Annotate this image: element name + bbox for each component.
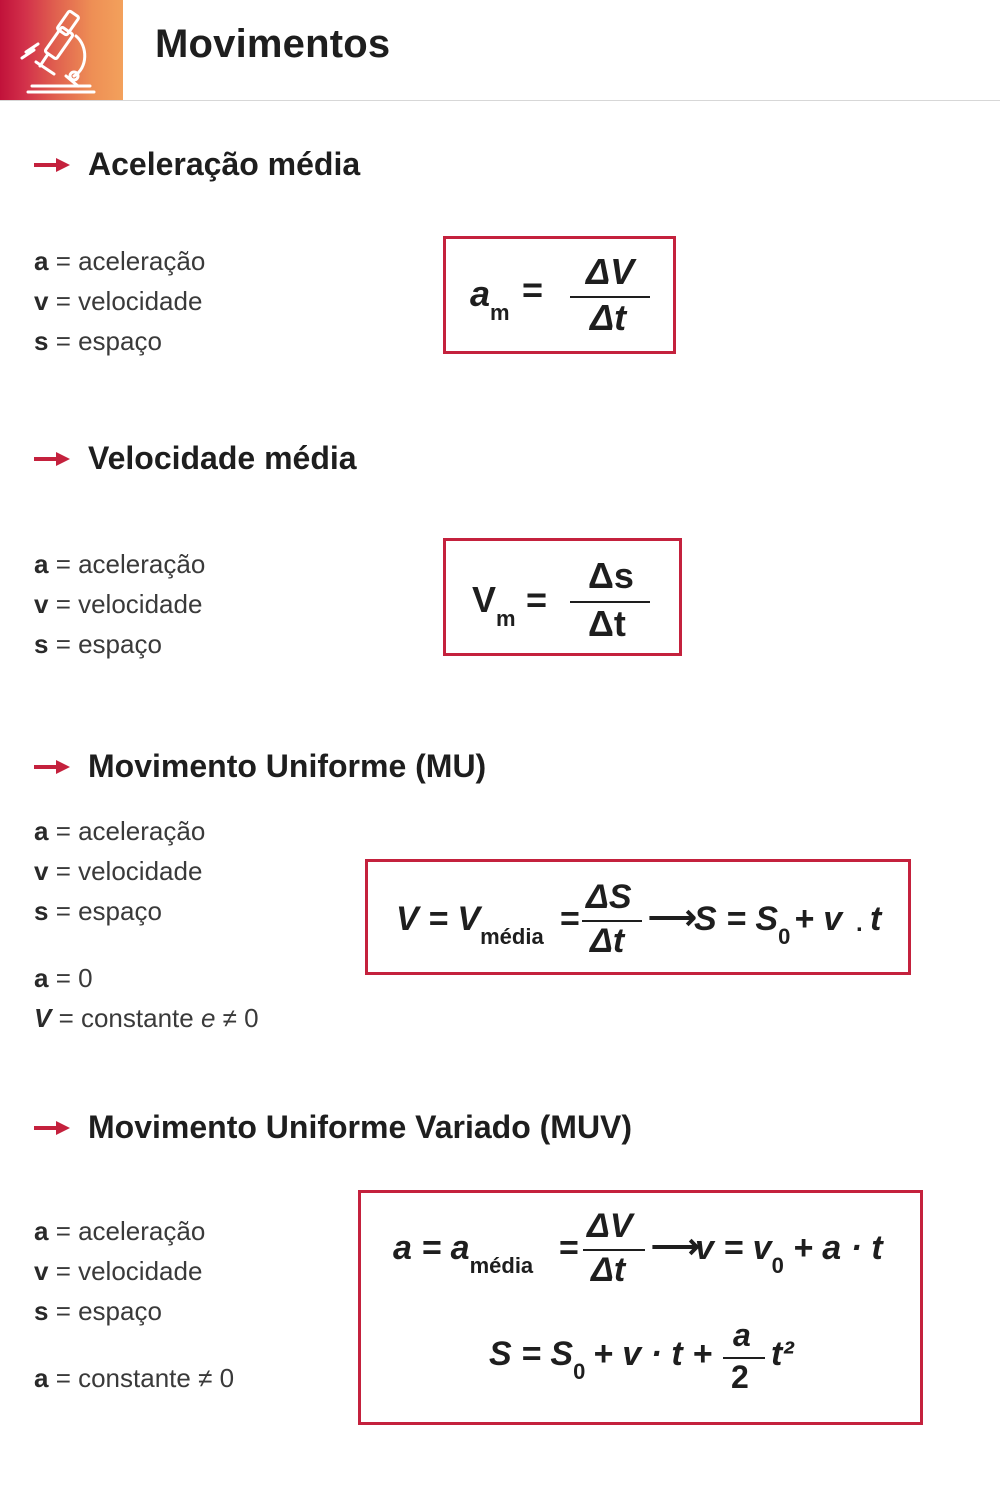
arrow-right-icon bbox=[34, 158, 70, 172]
formula-part: $v = v_0$ bbox=[695, 1229, 784, 1278]
variable-row: a = aceleração bbox=[34, 1216, 206, 1246]
formula-box-muv bbox=[358, 1190, 923, 1425]
arrow-right-icon bbox=[34, 1121, 70, 1135]
formula-part: $S = S_0$ bbox=[489, 1335, 586, 1384]
formula-part: $S = S_0$ bbox=[694, 900, 791, 949]
formula-lhs: $V_m$ bbox=[472, 579, 516, 631]
section-title-aceleracao-media bbox=[34, 146, 360, 183]
variable-list bbox=[34, 811, 259, 1038]
microscope-icon bbox=[18, 6, 98, 94]
section-title-velocidade-media bbox=[34, 440, 357, 477]
variable-row: v = velocidade bbox=[34, 589, 203, 619]
formula-part: + v · t + bbox=[593, 1335, 713, 1373]
formula-denominator: Δt bbox=[590, 297, 627, 338]
section-title-text: Aceleração média bbox=[88, 146, 361, 182]
formula-lhs: $a_m$ bbox=[470, 273, 510, 325]
variable-row: v = velocidade bbox=[34, 1256, 203, 1286]
formula-box-aceleracao-media bbox=[443, 236, 676, 354]
variable-row: s = espaço bbox=[34, 1296, 162, 1326]
variable-row: s = espaço bbox=[34, 896, 162, 926]
variable-list bbox=[34, 1211, 234, 1398]
formula-box-movimento-uniforme bbox=[365, 859, 911, 975]
formula-denominator: 2 bbox=[731, 1359, 749, 1395]
formula-denominator: Δt bbox=[590, 922, 625, 960]
variable-row: s = espaço bbox=[34, 326, 162, 356]
variable-row: v = velocidade bbox=[34, 856, 203, 886]
formula-part: + v bbox=[794, 900, 843, 938]
formula-numerator: ΔV bbox=[587, 1207, 633, 1245]
variable-row: a = aceleração bbox=[34, 816, 206, 846]
formula-dot: . bbox=[856, 910, 863, 937]
variable-row: a = aceleração bbox=[34, 246, 206, 276]
implies-arrow: ⟶ bbox=[651, 1228, 700, 1266]
formula-numerator: a bbox=[733, 1317, 751, 1353]
variable-row: a = aceleração bbox=[34, 549, 206, 579]
logo-block bbox=[0, 0, 123, 100]
formula-equals: = bbox=[522, 269, 544, 310]
condition-row: a = 0 bbox=[34, 963, 93, 993]
page-header bbox=[0, 0, 1000, 101]
section-title-text: Movimento Uniforme (MU) bbox=[88, 748, 487, 784]
variable-list bbox=[34, 544, 205, 664]
formula-box-velocidade-media bbox=[443, 538, 682, 656]
arrow-right-icon bbox=[34, 760, 70, 774]
formula-denominator: Δt bbox=[591, 1251, 626, 1289]
section-title-text: Velocidade média bbox=[88, 440, 357, 476]
formula-numerator: Δs bbox=[588, 555, 634, 596]
formula-equals: = bbox=[526, 579, 548, 620]
implies-arrow: ⟶ bbox=[648, 899, 697, 937]
arrow-right-icon bbox=[34, 452, 70, 466]
formula-part: t² bbox=[771, 1335, 794, 1373]
variable-list bbox=[34, 241, 205, 361]
formula-part: $a = a_{média}$ bbox=[393, 1229, 534, 1278]
formula-part: + a · t bbox=[793, 1229, 883, 1267]
formula-numerator: ΔS bbox=[586, 878, 632, 916]
formula-equals: = bbox=[559, 1229, 579, 1267]
section-title-muv bbox=[34, 1109, 632, 1146]
formula-equals: = bbox=[560, 900, 580, 938]
variable-row: v = velocidade bbox=[34, 286, 203, 316]
formula-denominator: Δt bbox=[588, 603, 626, 644]
formula-numerator: ΔV bbox=[586, 251, 635, 292]
section-title-movimento-uniforme bbox=[34, 748, 486, 785]
formula-part: t bbox=[870, 900, 882, 938]
formula-part: $V = V_{média}$ bbox=[396, 900, 544, 949]
condition-row: V = constante e ≠ 0 bbox=[34, 1003, 259, 1033]
section-title-text: Movimento Uniforme Variado (MUV) bbox=[88, 1109, 633, 1145]
variable-row: s = espaço bbox=[34, 629, 162, 659]
page-title: Movimentos bbox=[155, 22, 391, 66]
condition-row: a = constante ≠ 0 bbox=[34, 1363, 235, 1393]
